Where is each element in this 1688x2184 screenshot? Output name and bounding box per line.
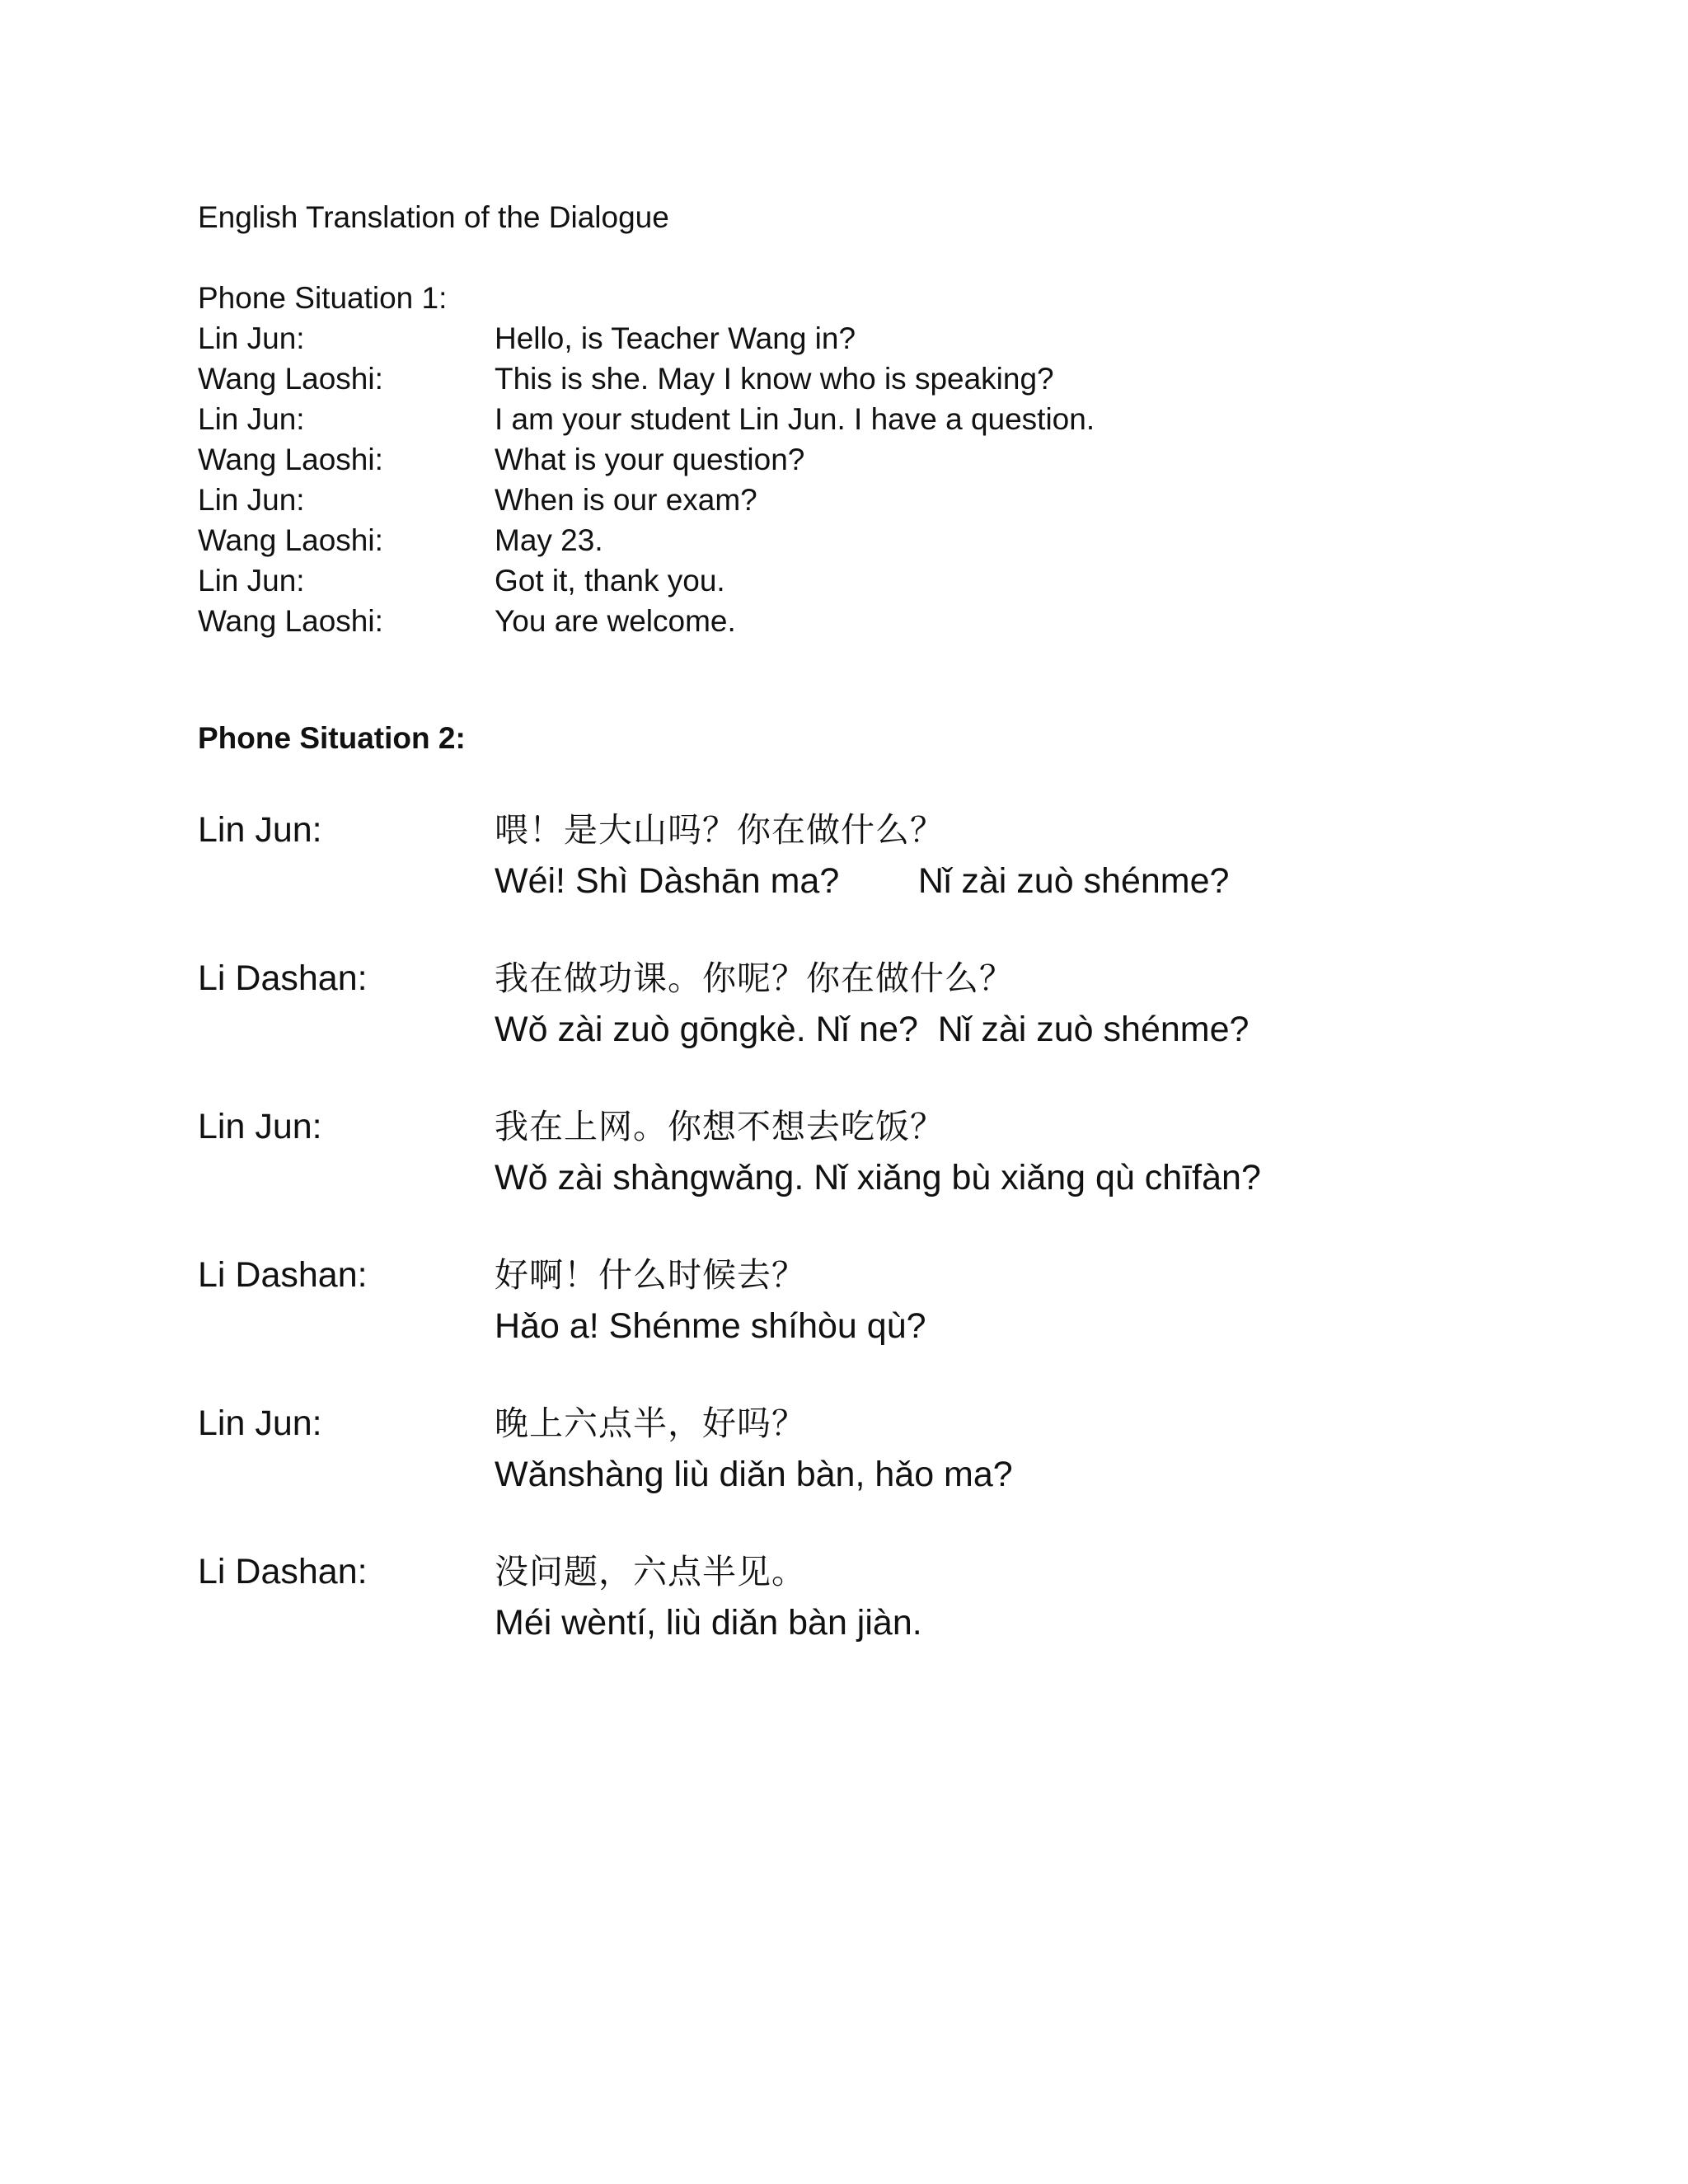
line-text: Got it, thank you. — [495, 564, 725, 598]
pinyin-text: Wǎnshàng liù diǎn bàn, hǎo ma? — [495, 1455, 1013, 1494]
situation-1-heading: Phone Situation 1: — [198, 281, 448, 315]
line-content — [495, 1398, 1517, 1500]
dialogue-line — [198, 1398, 1517, 1500]
speaker-label: Wang Laoshi: — [198, 362, 383, 396]
line-text: I am your student Lin Jun. I have a question. — [495, 402, 1095, 436]
pinyin-text: Méi wèntí, liù diǎn bàn jiàn. — [495, 1603, 922, 1643]
chinese-text: 好啊！什么时候去？ — [495, 1255, 806, 1295]
pinyin-text: Wéi! Shì Dàshān ma? Nǐ zài zuò shénme? — [495, 861, 1230, 901]
dialogue-line — [198, 480, 1517, 520]
line-text: May 23. — [495, 523, 603, 557]
chinese-text: 没问题，六点半见。 — [495, 1552, 806, 1591]
line-content — [495, 1249, 1517, 1352]
line-text: What is your question? — [495, 443, 805, 476]
line-content — [495, 804, 1517, 907]
speaker-label: Wang Laoshi: — [198, 523, 383, 557]
line-text: When is our exam? — [495, 483, 757, 517]
speaker-label: Lin Jun: — [198, 483, 305, 517]
document-title: English Translation of the Dialogue — [198, 200, 669, 234]
speaker-label: Lin Jun: — [198, 1404, 322, 1443]
speaker-label: Lin Jun: — [198, 564, 305, 598]
dialogue-list — [198, 804, 1517, 1648]
speaker-label: Li Dashan: — [198, 958, 368, 998]
phone-situation-2 — [198, 719, 1517, 1648]
chinese-text: 晚上六点半，好吗？ — [495, 1404, 806, 1443]
dialogue-line — [198, 399, 1517, 439]
dialogue-line — [198, 1546, 1517, 1648]
line-text: This is she. May I know who is speaking? — [495, 362, 1054, 396]
chinese-text: 我在上网。你想不想去吃饭？ — [495, 1107, 945, 1146]
dialogue-line — [198, 359, 1517, 399]
dialogue-line — [198, 601, 1517, 641]
pinyin-text: Hǎo a! Shénme shíhòu qù? — [495, 1306, 926, 1346]
dialogue-line — [198, 318, 1517, 359]
document-page — [198, 198, 1517, 1694]
speaker-label: Wang Laoshi: — [198, 443, 383, 476]
chinese-text: 喂！是大山吗？你在做什么？ — [495, 810, 945, 850]
speaker-label: Wang Laoshi: — [198, 604, 383, 638]
line-content — [495, 1546, 1517, 1648]
speaker-label: Li Dashan: — [198, 1255, 368, 1295]
line-content — [495, 953, 1517, 1055]
dialogue-line — [198, 520, 1517, 560]
dialogue-line — [198, 953, 1517, 1055]
pinyin-text: Wǒ zài zuò gōngkè. Nǐ ne? Nǐ zài zuò shénme? — [495, 1010, 1250, 1049]
speaker-label: Lin Jun: — [198, 1107, 322, 1146]
dialogue-line — [198, 804, 1517, 907]
speaker-label: Lin Jun: — [198, 402, 305, 436]
pinyin-text: Wǒ zài shàngwǎng. Nǐ xiǎng bù xiǎng qù chīfàn? — [495, 1158, 1261, 1197]
speaker-label: Lin Jun: — [198, 321, 305, 355]
speaker-label: Lin Jun: — [198, 810, 322, 850]
line-content — [495, 1101, 1517, 1203]
dialogue-line — [198, 1101, 1517, 1203]
dialogue-line — [198, 560, 1517, 601]
line-text: You are welcome. — [495, 604, 736, 638]
dialogue-line — [198, 1249, 1517, 1352]
dialogue-line — [198, 439, 1517, 480]
situation-2-heading: Phone Situation 2: — [198, 721, 466, 755]
line-text: Hello, is Teacher Wang in? — [495, 321, 856, 355]
speaker-label: Li Dashan: — [198, 1552, 368, 1591]
phone-situation-1 — [198, 279, 1517, 641]
chinese-text: 我在做功课。你呢？你在做什么？ — [495, 958, 1014, 998]
